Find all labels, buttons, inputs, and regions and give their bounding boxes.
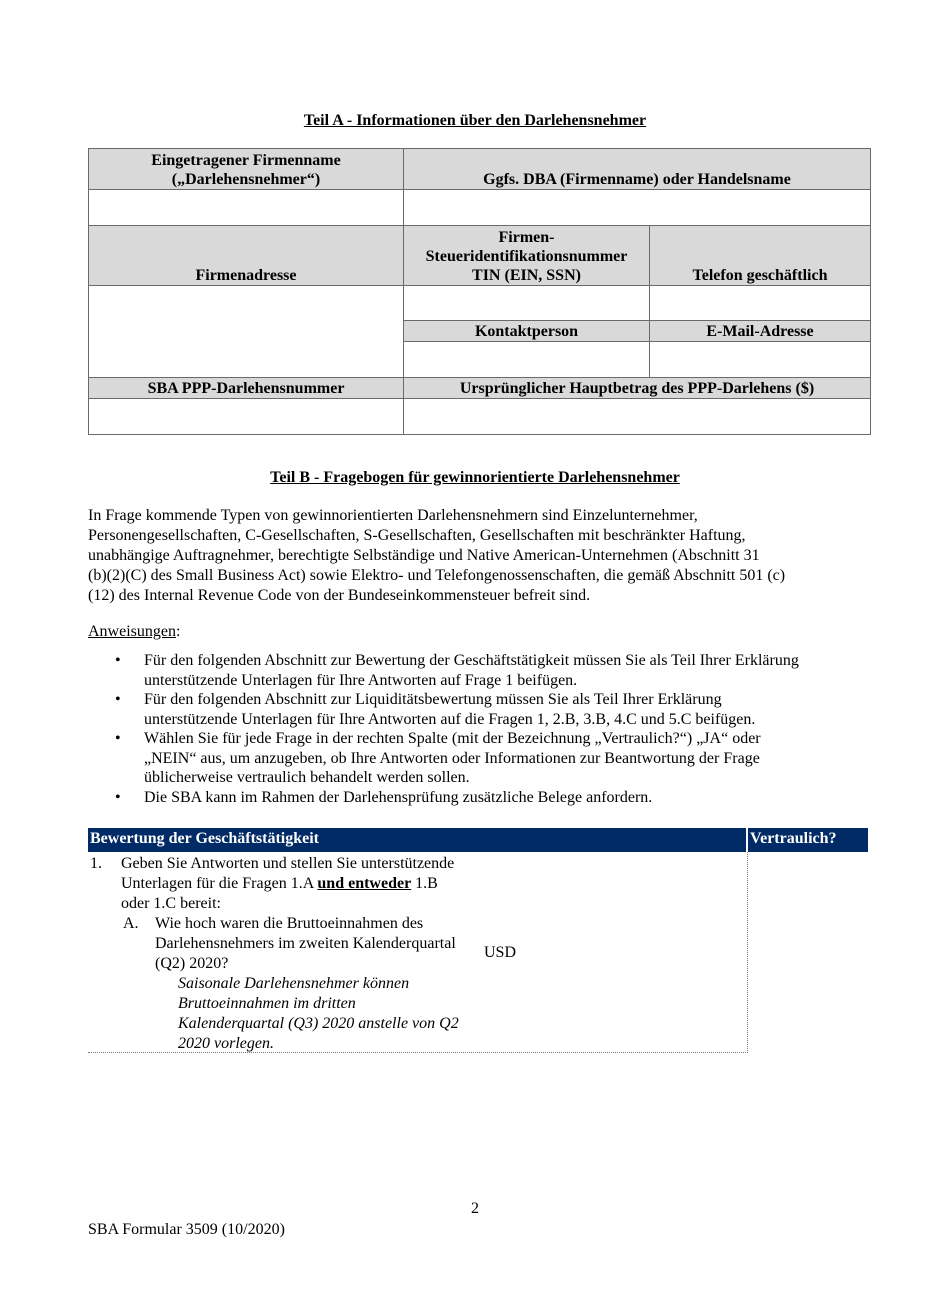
contact-header: Kontaktperson [404, 321, 650, 342]
intro-paragraph: In Frage kommende Typen von gewinnorientierten Darlehensnehmern sind Einzelunternehmer, Personengesellschaften, C-Gesellschaften, S-Gesellschaften, Gesellschaften mit beschränkter Haftung, unabhängige Auftragnehmer, berechtigte Selbständige und Native American-Unternehmen (Abschnitt 31 (b)(2)(C) des Small Business Act) sowie Elektro- und Telefongenossenschaften, die gemäß Abschnitt 501 (c) (12) des Internal Revenue Code von der Bundeseinkommensteuer befreit sind. [88, 507, 786, 604]
loan-number-field[interactable] [89, 399, 404, 435]
company-name-field[interactable] [89, 190, 404, 226]
instructions-list [88, 651, 858, 807]
confidential-column-header: Vertraulich? [750, 830, 837, 847]
email-header: E-Mail-Adresse [650, 321, 871, 342]
form-footer: SBA Formular 3509 (10/2020) [88, 1221, 285, 1238]
address-header: Firmenadresse [89, 226, 404, 286]
phone-field[interactable] [650, 286, 871, 321]
question-1-box [88, 852, 748, 1053]
question-a-text: Wie hoch waren die Bruttoeinnahmen des Darlehensnehmers im zweiten Kalenderquartal (Q2) 2020? [155, 915, 456, 972]
dba-header: Ggfs. DBA (Firmenname) oder Handelsname [404, 149, 871, 190]
dba-field[interactable] [404, 190, 871, 226]
borrower-info-table [88, 148, 871, 435]
list-item: • Für den folgenden Abschnitt zur Bewertung der Geschäftstätigkeit müssen Sie als Teil Ihrer Erklärung unterstützende Unterlagen für Ihre Antworten auf Frage 1 beifügen. [115, 652, 799, 689]
principal-field[interactable] [404, 399, 871, 435]
instructions-label: Anweisungen: [88, 623, 181, 640]
part-a-heading: Teil A - Informationen über den Darlehensnehmer [303, 112, 647, 129]
principal-header: Ursprünglicher Hauptbetrag des PPP-Darlehens ($) [404, 378, 871, 399]
loan-number-header: SBA PPP-Darlehensnummer [89, 378, 404, 399]
part-b-heading: Teil B - Fragebogen für gewinnorientierte Darlehensnehmer [270, 469, 680, 486]
address-field[interactable] [89, 286, 404, 378]
list-item: • Die SBA kann im Rahmen der Darlehensprüfung zusätzliche Belege anfordern. [115, 788, 653, 806]
list-item: • Für den folgenden Abschnitt zur Liquiditätsbewertung müssen Sie als Teil Ihrer Erklärung unterstützende Unterlagen für Ihre Antworten auf die Fragen 1, 2.B, 3.B, 4.C und 5.C beifügen. [115, 691, 756, 728]
email-field[interactable] [650, 342, 871, 378]
currency-label: USD [484, 944, 517, 961]
assessment-header-bar [88, 828, 868, 852]
question-1-text: Geben Sie Antworten und stellen Sie unterstützende Unterlagen für die Fragen 1.A und entweder 1.B oder 1.C bereit: [121, 855, 455, 912]
tin-header: Firmen- Steueridentifikationsnummer TIN (EIN, SSN) [404, 226, 650, 286]
assessment-title: Bewertung der Geschäftstätigkeit [90, 830, 319, 847]
seasonal-note: Saisonale Darlehensnehmer können Bruttoeinnahmen im dritten Kalenderquartal (Q3) 2020 anstelle von Q2 2020 vorlegen. [178, 975, 459, 1052]
page-number: 2 [471, 1200, 479, 1217]
question-a-label: A. [123, 915, 139, 932]
header-separator [746, 828, 748, 852]
tin-field[interactable] [404, 286, 650, 321]
phone-header: Telefon geschäftlich [650, 226, 871, 286]
list-item: • Wählen Sie für jede Frage in der rechten Spalte (mit der Bezeichnung „Vertraulich?“) „JA“ oder „NEIN“ aus, um anzugeben, ob Ihre Antworten oder Informationen zur Beantwortung der Frage üblicherweise vertraulich behandelt werden sollen. [115, 730, 761, 786]
contact-field[interactable] [404, 342, 650, 378]
company-name-header: Eingetragener Firmenname („Darlehensnehmer“) [89, 149, 404, 190]
question-number: 1. [90, 855, 102, 872]
